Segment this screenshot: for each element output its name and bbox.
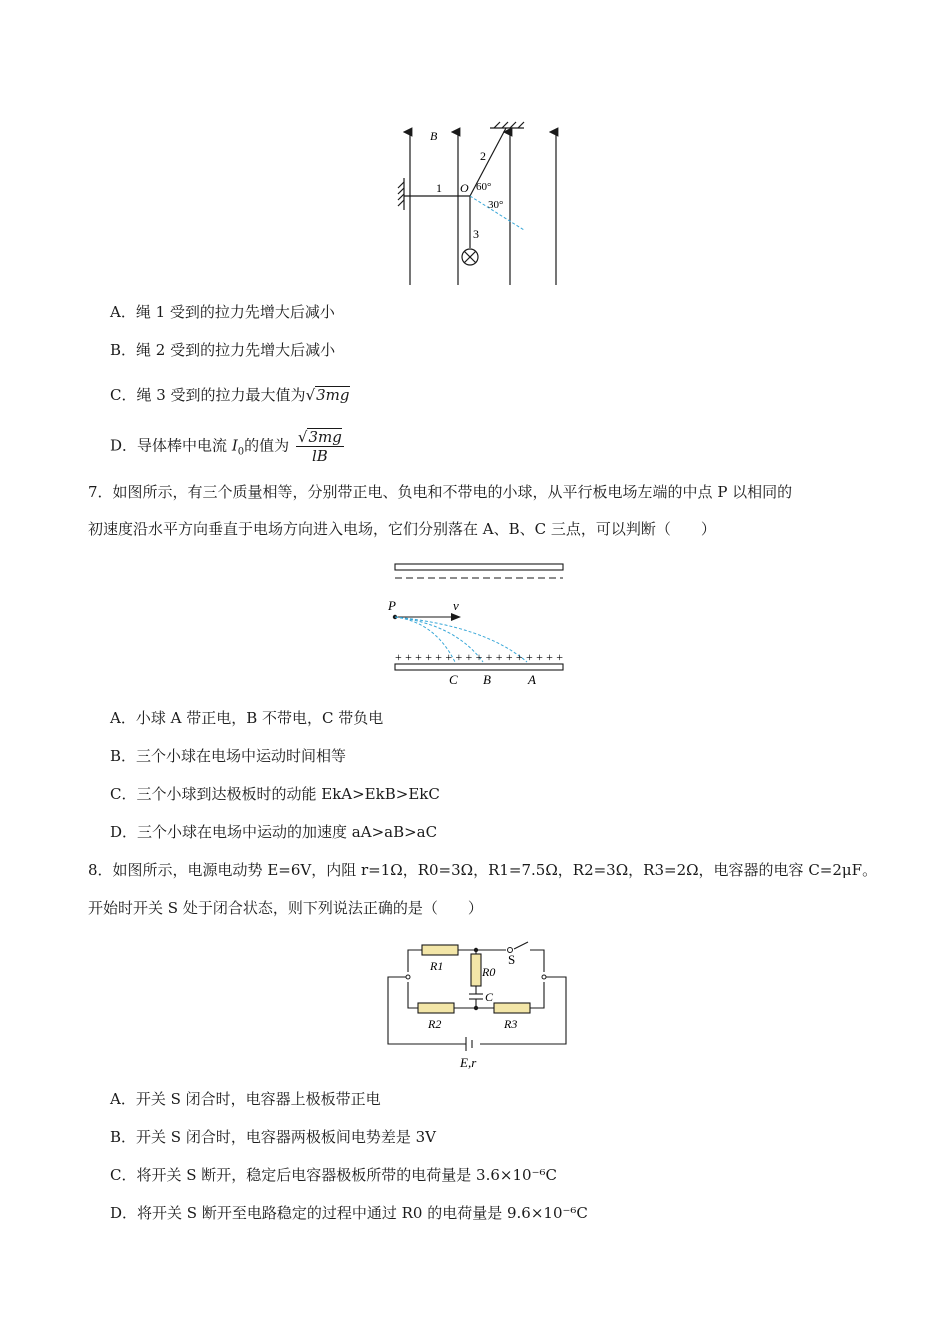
label-30: 30° (488, 199, 504, 211)
label-R1: R1 (430, 959, 444, 973)
q7-option-b: B．三个小球在电场中运动时间相等 (110, 747, 347, 765)
q6-option-b: B．绳 2 受到的拉力先增大后减小 (110, 341, 336, 359)
label-2: 2 (480, 149, 486, 163)
q6-d-fraction: $\frac{√3mg}{lB}$ (297, 428, 342, 465)
label-C: C (449, 672, 458, 687)
q7-option-d: D．三个小球在电场中运动的加速度 aA>aB>aC (110, 823, 438, 841)
q6-d-numerator: 3mg (308, 428, 342, 446)
figure-parallel-plates (385, 558, 575, 690)
q8-option-c: C．将开关 S 断开，稳定后电容器极板所带的电荷量是 3.6×10⁻⁶C (110, 1166, 557, 1184)
label-3: 3 (473, 227, 479, 241)
label-60: 60° (476, 181, 492, 193)
label-S: S (508, 952, 516, 967)
q8-stem-line2: 开始时开关 S 处于闭合状态，则下列说法正确的是（ ） (88, 899, 483, 917)
q7-stem-line1: 7．如图所示，有三个质量相等，分别带正电、负电和不带电的小球，从平行板电场左端的中点 P 以相同的 (88, 483, 793, 501)
label-R3: R3 (504, 1017, 518, 1031)
q6-c-value: 3mg (316, 386, 350, 404)
figure-magnetic-field (390, 120, 570, 290)
q6-d-sub: 0 (237, 446, 245, 458)
label-B: B (430, 129, 438, 143)
q6-option-a: A．绳 1 受到的拉力先增大后减小 (110, 303, 335, 321)
q6-d-prefix: D．导体棒中电流 (110, 436, 228, 455)
label-C-capacitor: C (485, 990, 494, 1004)
q7-option-c: C．三个小球到达极板时的动能 EkA>EkB>EkC (110, 785, 440, 803)
q7-stem-line2: 初速度沿水平方向垂直于电场方向进入电场，它们分别落在 A、B、C 三点，可以判断（ ） (88, 520, 716, 538)
q7-option-a: A．小球 A 带正电，B 不带电，C 带负电 (110, 709, 384, 727)
label-R0: R0 (482, 965, 496, 979)
label-R2: R2 (428, 1017, 442, 1031)
label-Er: E,r (460, 1055, 477, 1070)
q8-option-b: B．开关 S 闭合时，电容器两极板间电势差是 3V (110, 1128, 436, 1146)
label-1: 1 (436, 181, 442, 195)
q8-stem-line1: 8．如图所示，电源电动势 E=6V，内阻 r=1Ω，R0=3Ω，R1=7.5Ω，R2=3Ω，R3=2Ω，电容器的电容 C=2μF。 (88, 861, 878, 879)
q6-d-mid: 的值为 (244, 436, 290, 455)
q6-d-denominator: lB (311, 447, 328, 465)
plus-charges: +++++++++++++++++ (395, 650, 563, 664)
label-O: O (460, 181, 469, 195)
q6-option-c: C．绳 3 受到的拉力最大值为√3mg (110, 386, 350, 404)
figure-circuit (384, 940, 572, 1074)
label-A: A (528, 672, 536, 687)
label-B-point: B (483, 672, 491, 687)
q8-option-a: A．开关 S 闭合时，电容器上极板带正电 (110, 1090, 381, 1108)
q6-c-prefix: C．绳 3 受到的拉力最大值为 (110, 386, 306, 404)
label-P: P (388, 598, 396, 613)
label-v: v (453, 598, 459, 613)
q8-option-d: D．将开关 S 断开至电路稳定的过程中通过 R0 的电荷量是 9.6×10⁻⁶C (110, 1204, 588, 1222)
q6-option-d (110, 428, 344, 465)
q6-d-current: I (231, 436, 238, 455)
